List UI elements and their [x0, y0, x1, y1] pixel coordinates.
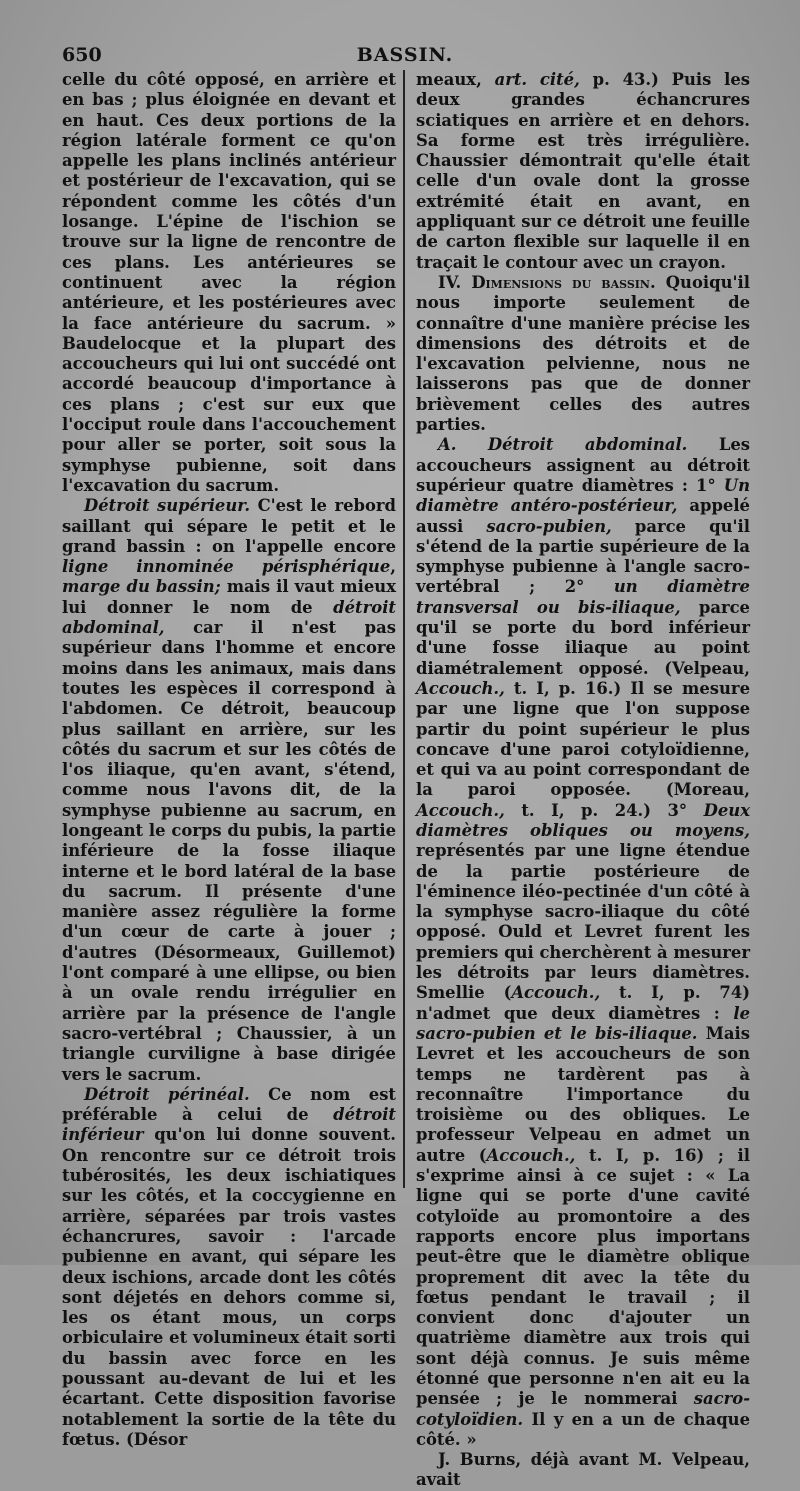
italic-term: art. cité,	[494, 70, 580, 89]
paragraph-text: meaux,	[416, 70, 495, 89]
left-column	[62, 70, 396, 1450]
italic-term: sacro-cotyloïdien.	[416, 1389, 750, 1429]
section-term: A. Détroit abdominal.	[438, 435, 688, 455]
section-term: Détroit périnéal.	[84, 1084, 250, 1104]
paragraph-text: t. I, p. 16.) Il se mesure par une ligne que l'on suppose partir du point supérieur le plus concave d'une paroi cotyloïdienne, et qui va au point correspondant de la paroi opposée. (Moreau,	[416, 678, 750, 800]
italic-term: Deux diamètres obliques ou moyens,	[416, 800, 750, 840]
italic-term: Accouch.,	[511, 983, 601, 1003]
italic-term: détroit inférieur	[62, 1105, 396, 1145]
right-paragraph-1	[416, 70, 750, 273]
italic-term: le sacro-pubien et le bis-iliaque.	[416, 1003, 750, 1043]
section-term: Détroit supérieur.	[84, 496, 251, 516]
paragraph-text: parce qu'il s'étend de la partie supérieure de la symphyse pubienne à l'angle sacro-vertébral ; 2°	[416, 516, 750, 597]
paragraph-text: parce qu'il se porte du bord inférieur d'une fosse iliaque au point diamétralement opposé. (Velpeau,	[416, 597, 750, 678]
paragraph-text: C'est le rebord saillant qui sépare le petit et le grand bassin : on l'appelle encore	[62, 496, 396, 556]
italic-term: marge du bassin;	[62, 577, 221, 597]
paragraph-text: p. 43.) Puis les deux grandes échancrures sciatiques en arrière et en dehors. Sa forme est très irrégulière. Chaussier démontrait qu'elle était celle d'un ovale dont la grosse extrémité était en avant, en appliquant sur ce détroit une feuille de carton flexible sur laquelle il en traçait le contour avec un crayon.	[416, 70, 751, 272]
paragraph-text: représentés par une ligne étendue de la partie postérieure de l'éminence iléo-pectinée d'un côté à la symphyse sacro-iliaque du côté opposé. Ould et Levret furent les premiers qui cherchèrent à mesurer les détroits par leurs diamètres. Smellie (	[416, 841, 750, 1003]
paragraph-text: t. I, p. 74) n'admet que deux diamètres :	[416, 983, 750, 1023]
paragraph-text: mais il vaut mieux lui donner le nom de	[62, 577, 396, 617]
right-paragraph-detroit-abdominal	[416, 435, 750, 1450]
italic-term: ligne innominée périsphérique	[62, 557, 391, 577]
right-column	[416, 70, 750, 1491]
italic-term: Accouch.,	[486, 1145, 576, 1165]
paragraph-text: Les accoucheurs assignent au détroit supérieur quatre diamètres : 1°	[416, 435, 751, 495]
right-paragraph-dimensions	[416, 273, 750, 435]
italic-term: Accouch.,	[416, 800, 505, 820]
paragraph-text: t. I, p. 24.) 3°	[504, 800, 704, 820]
italic-term: Accouch.,	[416, 678, 505, 698]
paragraph-text: appelé aussi	[416, 496, 750, 536]
italic-term: sacro-pubien,	[486, 516, 612, 536]
italic-term: détroit abdominal,	[62, 597, 396, 638]
paragraph-text: Ce nom est préférable à celui de	[62, 1084, 396, 1125]
paragraph-text: t. I, p. 16) ; il s'exprime ainsi à ce sujet : « La ligne qui se porte d'une cavité cotyloïde au promontoire a des rapports encore plus importans peut-être que le diamètre oblique proprement dit avec la tête du fœtus pendant le travail ; il convient donc d'ajouter un quatrième diamètre aux trois qui sont déjà connus. Je suis même étonné que personne n'en ait eu la pensée ; je le nommerai	[416, 1145, 750, 1409]
running-title: BASSIN.	[356, 44, 454, 66]
left-paragraph-detroit-superieur	[62, 496, 396, 1085]
page-number: 650	[62, 44, 102, 66]
paragraph-text: car il n'est pas supérieur dans l'homme et encore moins dans les animaux, mais dans toutes les espèces il correspond à l'abdomen. Ce détroit, beaucoup plus saillant en arrière, sur les côtés du sacrum et sur les côtés de l'os iliaque, qu'en avant, s'étend, comme nous l'avons dit, de la symphyse pubienne au sacrum, en longeant le corps du pubis, la partie inférieure de la fosse iliaque interne et le bord latéral de la base du sacrum. Il présente d'une manière assez régulière la forme d'un cœur de carte à jouer ; d'autres (Désormeaux, Guillemot) l'ont comparé à une ellipse, ou bien à un ovale rendu irrégulier en arrière par la présence de l'angle sacro-vertébral ; Chaussier, à un triangle curviligne à base dirigée vers le sacrum.	[62, 618, 396, 1084]
running-header	[62, 44, 748, 70]
paragraph-text: qu'on lui donne souvent. On rencontre sur ce détroit trois tubérosités, les deux ischiatiques sur les côtés, et la coccygienne en arrière, séparées par trois vastes échancrures, savoir : l'arcade pubienne en avant, qui sépare les deux ischions, arcade dont les côtés sont déjetés en dehors comme si, les os étant mous, un corps orbiculaire et volumineux était sorti du bassin avec force en les poussant au-devant de lui et les écartant. Cette disposition favorise notablement la sortie de la tête du fœtus. (Désor	[62, 1125, 396, 1449]
left-paragraph-1: celle du côté opposé, en arrière et en bas ; plus éloignée en devant et en haut. Ces deux portions de la région latérale forment ce qu'on appelle les plans inclinés antérieur et postérieur de l'excavation, qui se répondent comme les côtés d'un losange. L'épine de l'ischion se trouve sur la ligne de rencontre de ces plans. Les antérieures se continuent avec la région antérieure, et les postérieures avec la face antérieure du sacrum. » Baudelocque et la plupart des accoucheurs qui lui ont succédé ont accordé beaucoup d'importance à ces plans ; c'est sur eux que l'occiput roule dans l'accouchement pour aller se porter, soit sous la symphyse pubienne, soit dans l'excavation du sacrum.	[62, 70, 396, 495]
italic-term: Un diamètre antéro-postérieur,	[416, 475, 750, 516]
right-paragraph-burns: J. Burns, déjà avant M. Velpeau, avait	[416, 1450, 750, 1490]
paragraph-text: Mais Levret et les accoucheurs de son temps ne tardèrent pas à reconnaître l'importance du troisième ou des obliques. Le professeur Velpeau en admet un autre (	[416, 1023, 750, 1165]
paragraph-text: ,	[390, 557, 396, 577]
paragraph-text: Il y en a un de chaque côté. »	[416, 1409, 750, 1449]
column-rule	[403, 70, 405, 1188]
left-paragraph-detroit-perineal	[62, 1085, 396, 1450]
italic-term: un diamètre transversal ou bis-iliaque,	[416, 577, 750, 617]
paragraph-text: Quoiqu'il nous importe seulement de connaître d'une manière précise les dimensions des détroits et de l'excavation pelvienne, nous ne laisserons pas que de donner brièvement celles des autres parties.	[416, 272, 750, 435]
section-heading: IV. Dimensions du bassin.	[438, 272, 656, 292]
